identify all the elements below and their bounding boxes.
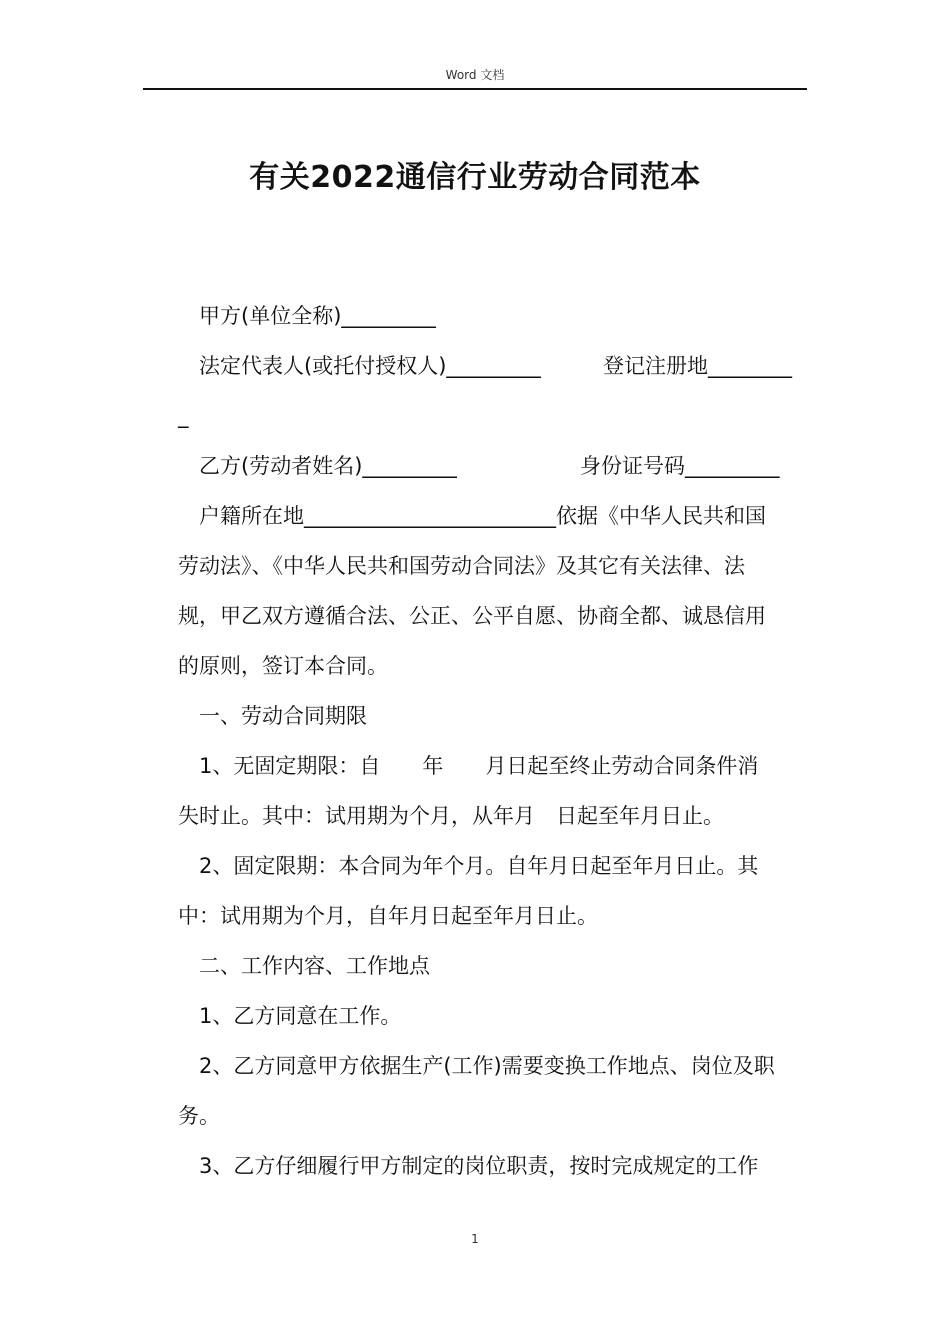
- document-body: [178, 291, 806, 1191]
- paragraph-line: 3、乙方仔细履行甲方制定的岗位职责，按时完成规定的工作: [199, 1154, 759, 1178]
- paragraph-line: 的原则，签订本合同。: [178, 654, 388, 678]
- paragraph-line: 失时止。其中：试用期为个月，从年月 日起至年月日止。: [178, 804, 724, 828]
- party-b-name-field: 乙方(劳动者姓名)_________: [199, 454, 457, 478]
- paragraph-line: 劳动法》、《中华人民共和国劳动合同法》及其它有关法律、法: [178, 554, 745, 578]
- page-number: 1: [471, 1232, 479, 1246]
- party-a-line: 甲方(单位全称)_________: [199, 304, 436, 328]
- paragraph-line: 规，甲乙双方遵循合法、公正、公平自愿、协商全都、诚恳信用: [178, 604, 766, 628]
- paragraph-line: 2、固定限期：本合同为年个月。自年月日起至年月日止。其: [199, 854, 759, 878]
- page-header: [143, 64, 807, 90]
- continuation-line: _: [178, 404, 189, 428]
- paragraph-line: 2、乙方同意甲方依据生产(工作)需要变换工作地点、岗位及职: [199, 1054, 775, 1078]
- header-text: Word 文档: [445, 68, 505, 82]
- paragraph-line: 户籍所在地________________________依据《中华人民共和国: [199, 504, 766, 528]
- paragraph-line: 1、乙方同意在工作。: [199, 1004, 402, 1028]
- paragraph-line: 中：试用期为个月，自年月日起至年月日止。: [178, 904, 598, 928]
- legal-representative-line: [178, 341, 806, 391]
- document-title: 有关2022通信行业劳动合同范本: [249, 160, 701, 195]
- id-number-field: 身份证号码_________: [580, 454, 780, 478]
- registered-address-field: 登记注册地________: [603, 354, 792, 378]
- section-heading: 二、工作内容、工作地点: [199, 954, 430, 978]
- section-heading: 一、劳动合同期限: [199, 704, 367, 728]
- paragraph-line: 务。: [178, 1104, 220, 1128]
- legal-representative-field: 法定代表人(或托付授权人)_________: [199, 354, 541, 378]
- paragraph-line: 1、无固定期限：自 年 月日起至终止劳动合同条件消: [199, 754, 759, 778]
- party-b-line: [178, 441, 806, 491]
